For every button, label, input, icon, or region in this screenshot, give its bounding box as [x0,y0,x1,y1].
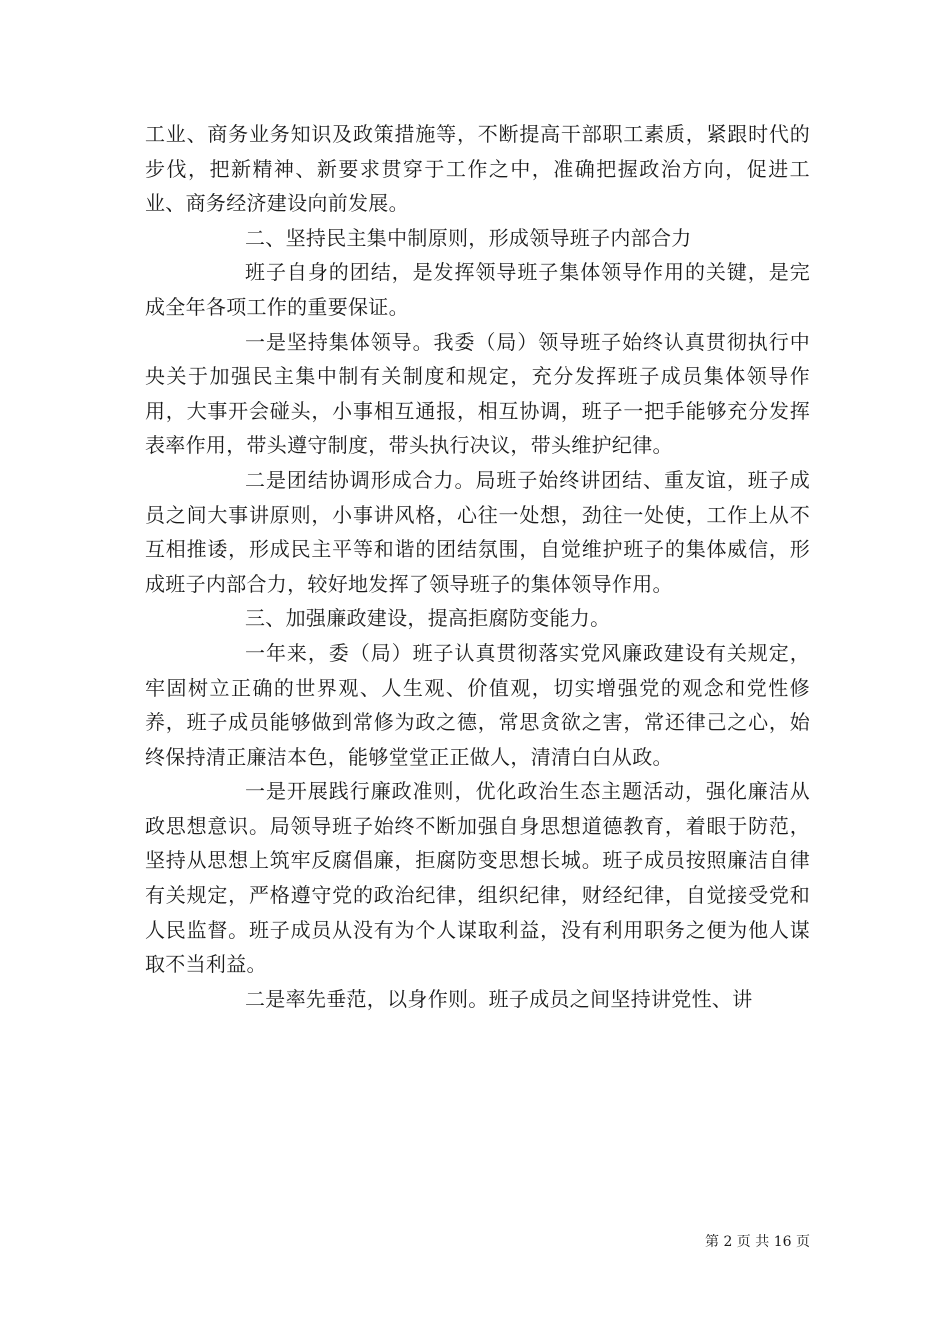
page-number: 第 2 页 共 16 页 [705,1234,810,1250]
paragraph: 班子自身的团结，是发挥领导班子集体领导作用的关键，是完成全年各项工作的重要保证。 [145,260,810,319]
paragraph: 一是坚持集体领导。我委（局）领导班子始终认真贯彻执行中央关于加强民主集中制有关制度和规定，充分发挥班子成员集体领导作用，大事开会碰头，小事相互通报，相互协调，班子一把手能够充分发挥表率作用，带头遵守制度，带头执行决议，带头维护纪律。 [145,329,810,458]
section-heading-2: 二、坚持民主集中制原则，形成领导班子内部合力 [245,225,692,250]
paragraph-continuation: 工业、商务业务知识及政策措施等，不断提高干部职工素质，紧跟时代的步伐，把新精神、新要求贯穿于工作之中，准确把握政治方向，促进工业、商务经济建设向前发展。 [145,122,810,216]
document-body [145,117,810,1016]
paragraph: 一年来，委（局）班子认真贯彻落实党风廉政建设有关规定，牢固树立正确的世界观、人生观、价值观，切实增强党的观念和党性修养，班子成员能够做到常修为政之德，常思贪欲之害，常还律己之心，始终保持清正廉洁本色，能够堂堂正正做人，清清白白从政。 [145,640,810,769]
section-heading-3: 三、加强廉政建设，提高拒腐防变能力。 [245,606,611,631]
paragraph: 二是率先垂范，以身作则。班子成员之间坚持讲党性、讲 [245,986,753,1011]
paragraph: 二是团结协调形成合力。局班子始终讲团结、重友谊，班子成员之间大事讲原则，小事讲风格，心往一处想，劲往一处使，工作上从不互相推诿，形成民主平等和谐的团结氛围，自觉维护班子的集体威信，形成班子内部合力，较好地发挥了领导班子的集体领导作用。 [145,467,810,596]
paragraph: 一是开展践行廉政准则，优化政治生态主题活动，强化廉洁从政思想意识。局领导班子始终不断加强自身思想道德教育，着眼于防范，坚持从思想上筑牢反腐倡廉，拒腐防变思想长城。班子成员按照廉洁自律有关规定，严格遵守党的政治纪律，组织纪律，财经纪律，自觉接受党和人民监督。班子成员从没有为个人谋取利益，没有利用职务之便为他人谋取不当利益。 [145,779,810,977]
